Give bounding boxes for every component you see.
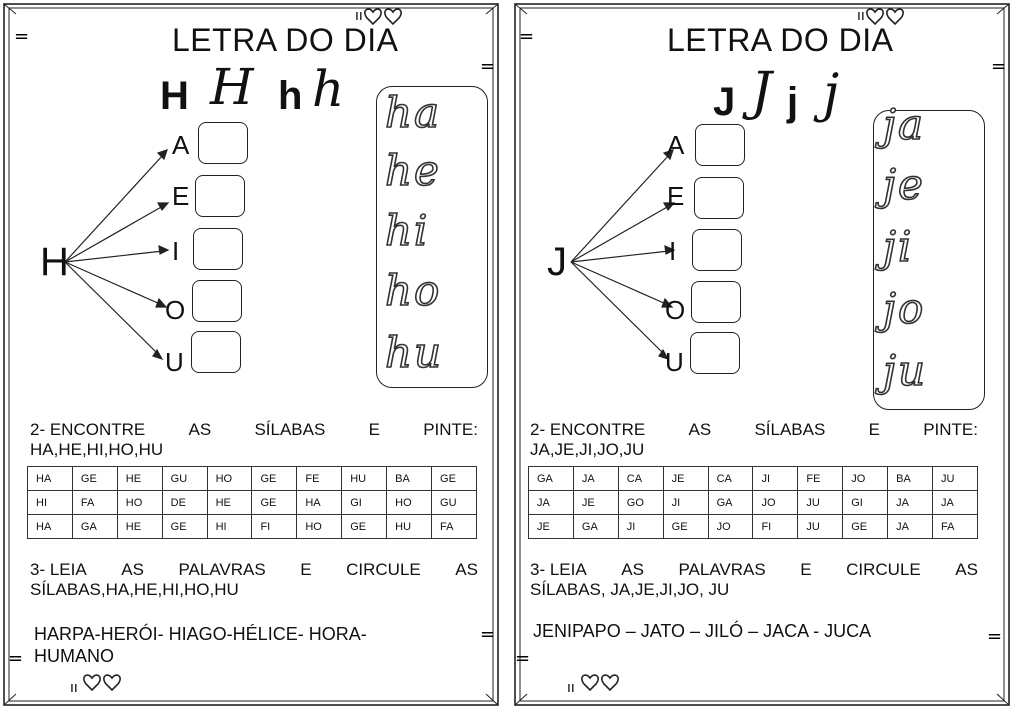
center-letter: J <box>547 240 567 284</box>
syllable-cell[interactable]: HU <box>387 515 432 539</box>
syllable-cell[interactable]: JU <box>798 491 843 515</box>
question-2: 2- ENCONTRE AS SÍLABAS E PINTE: HA,HE,HI,HO,HU <box>30 420 478 459</box>
vowel-e: E <box>667 181 685 211</box>
syllable-cell[interactable]: JI <box>753 467 798 491</box>
answer-box[interactable] <box>198 122 248 164</box>
syllable-cell[interactable]: JU <box>933 467 978 491</box>
syllable-cell[interactable]: JE <box>573 491 618 515</box>
answer-box[interactable] <box>695 124 745 166</box>
svg-text:=: = <box>8 648 24 669</box>
syllable-cell[interactable]: JO <box>753 491 798 515</box>
word-list-line[interactable]: HUMANO <box>34 646 114 666</box>
vowel-u: U <box>665 347 684 377</box>
vowel-i: I <box>669 236 677 266</box>
syllable-cell[interactable]: GE <box>342 515 387 539</box>
table-row <box>529 515 978 539</box>
syllable-cell[interactable]: JO <box>708 515 753 539</box>
syllable-cell[interactable]: GE <box>663 515 708 539</box>
vowel-o: O <box>165 295 186 325</box>
syllable-cell[interactable]: FE <box>297 467 342 491</box>
table-row <box>28 491 477 515</box>
vowel-o: O <box>665 295 686 325</box>
syllable-cell[interactable]: FA <box>72 491 117 515</box>
worksheet-page-j <box>511 0 1013 709</box>
syllable-cell[interactable]: GI <box>342 491 387 515</box>
answer-box[interactable] <box>690 332 740 374</box>
syllable-cell[interactable]: GA <box>529 467 574 491</box>
svg-text:=: = <box>519 26 535 47</box>
vowel-a: A <box>667 130 685 160</box>
syllable-cell[interactable]: BA <box>888 467 933 491</box>
syllable-cell[interactable]: JE <box>529 515 574 539</box>
lowercase-letter: h <box>278 74 303 118</box>
table-row <box>529 467 978 491</box>
word-list <box>34 623 367 667</box>
svg-text:=: = <box>480 624 496 645</box>
vowel-u: U <box>165 347 184 377</box>
svg-text:ıı: ıı <box>70 680 78 696</box>
svg-text:=: = <box>480 56 496 77</box>
syllable-cell[interactable]: GE <box>252 467 297 491</box>
table-row <box>28 515 477 539</box>
syllable-cell[interactable]: HE <box>117 515 162 539</box>
question-3: 3- LEIA AS PALAVRAS E CIRCULE AS SÍLABAS,HA,HE,HI,HO,HU <box>30 560 478 599</box>
trace-syllable: je <box>883 160 925 209</box>
syllable-cell[interactable]: GI <box>843 491 888 515</box>
svg-text:=: = <box>991 56 1007 77</box>
syllable-cell[interactable]: HO <box>207 467 252 491</box>
syllable-cell[interactable]: GA <box>708 491 753 515</box>
syllable-cell[interactable]: JU <box>798 515 843 539</box>
syllable-cell[interactable]: FI <box>252 515 297 539</box>
syllable-cell[interactable]: GO <box>618 491 663 515</box>
syllable-cell[interactable]: GA <box>573 515 618 539</box>
trace-syllable: ha <box>385 88 442 137</box>
syllable-cell[interactable]: HI <box>207 515 252 539</box>
trace-syllable: hu <box>385 328 444 377</box>
trace-syllable: ju <box>883 346 928 395</box>
answer-box[interactable] <box>691 281 741 323</box>
syllable-cell[interactable]: GE <box>432 467 477 491</box>
center-letter: H <box>40 240 69 284</box>
svg-text:ıı: ıı <box>355 8 363 24</box>
answer-box[interactable] <box>692 229 742 271</box>
page-title: LETRA DO DIA <box>172 22 399 58</box>
answer-box[interactable] <box>192 280 242 322</box>
syllable-cell[interactable]: BA <box>387 467 432 491</box>
syllable-cell[interactable]: JI <box>663 491 708 515</box>
syllable-cell[interactable]: JI <box>618 515 663 539</box>
syllable-cell[interactable]: HA <box>28 467 73 491</box>
syllable-cell[interactable]: HA <box>297 491 342 515</box>
lowercase-cursive-letter: j <box>823 64 840 124</box>
lowercase-letter: j <box>787 80 799 124</box>
syllable-cell[interactable]: JA <box>888 491 933 515</box>
word-list-line[interactable]: HARPA-HERÓI- HIAGO-HÉLICE- HORA- <box>34 624 367 644</box>
syllable-cell[interactable]: CA <box>618 467 663 491</box>
syllable-cell[interactable]: JA <box>529 491 574 515</box>
syllable-cell[interactable]: HI <box>28 491 73 515</box>
page-title: LETRA DO DIA <box>667 22 894 58</box>
uppercase-letter: J <box>713 80 736 124</box>
vowel-i: I <box>172 236 180 266</box>
syllable-cell[interactable]: GE <box>162 515 207 539</box>
syllable-cell[interactable]: HA <box>28 515 73 539</box>
vowel-a: A <box>172 130 190 160</box>
syllable-cell[interactable]: HE <box>117 467 162 491</box>
syllable-cell[interactable]: FA <box>432 515 477 539</box>
answer-box[interactable] <box>191 331 241 373</box>
trace-syllable: hi <box>385 206 430 255</box>
trace-syllable: ho <box>385 266 442 315</box>
syllable-cell[interactable]: HO <box>297 515 342 539</box>
syllable-cell[interactable]: HO <box>117 491 162 515</box>
syllable-cell[interactable]: DE <box>162 491 207 515</box>
trace-syllable: ja <box>883 100 926 149</box>
uppercase-cursive-letter: J <box>751 62 772 122</box>
syllable-cell[interactable]: GU <box>432 491 477 515</box>
syllable-cell[interactable]: FA <box>933 515 978 539</box>
table-row <box>28 467 477 491</box>
syllable-cell[interactable]: JA <box>933 491 978 515</box>
syllable-cell[interactable]: GE <box>252 491 297 515</box>
svg-text:=: = <box>515 648 531 669</box>
word-list <box>533 620 871 642</box>
syllable-cell[interactable]: GU <box>162 467 207 491</box>
answer-box[interactable] <box>193 228 243 270</box>
syllable-cell[interactable]: JA <box>573 467 618 491</box>
syllable-cell[interactable]: GE <box>843 515 888 539</box>
syllable-cell[interactable]: JA <box>888 515 933 539</box>
syllable-cell[interactable]: HE <box>207 491 252 515</box>
table-row <box>529 491 978 515</box>
trace-syllable: ji <box>883 222 914 271</box>
answer-box[interactable] <box>694 177 744 219</box>
svg-text:ıı: ıı <box>567 680 575 696</box>
svg-text:=: = <box>14 26 30 47</box>
syllable-cell[interactable]: FI <box>753 515 798 539</box>
uppercase-cursive-letter: H <box>210 58 254 116</box>
syllable-table <box>528 466 978 539</box>
syllable-cell[interactable]: JE <box>663 467 708 491</box>
question-2: 2- ENCONTRE AS SÍLABAS E PINTE: JA,JE,JI,JO,JU <box>530 420 978 459</box>
worksheet-page-h <box>0 0 502 709</box>
lowercase-cursive-letter: h <box>312 60 345 118</box>
syllable-table <box>27 466 477 539</box>
word-list-line[interactable]: JENIPAPO – JATO – JILÓ – JACA - JUCA <box>533 621 872 641</box>
vowel-e: E <box>172 181 190 211</box>
answer-box[interactable] <box>195 175 245 217</box>
uppercase-letter: H <box>160 74 189 118</box>
syllable-cell[interactable]: HO <box>387 491 432 515</box>
syllable-cell[interactable]: JO <box>843 467 888 491</box>
syllable-cell[interactable]: GA <box>72 515 117 539</box>
trace-syllable: jo <box>883 284 926 333</box>
syllable-cell[interactable]: CA <box>708 467 753 491</box>
svg-text:ıı: ıı <box>857 8 865 24</box>
svg-text:=: = <box>987 626 1003 647</box>
trace-syllable: he <box>385 146 441 195</box>
syllable-cell[interactable]: GE <box>72 467 117 491</box>
syllable-cell[interactable]: HU <box>342 467 387 491</box>
syllable-cell[interactable]: FE <box>798 467 843 491</box>
question-3: 3- LEIA AS PALAVRAS E CIRCULE AS SÍLABAS, JA,JE,JI,JO, JU <box>530 560 978 599</box>
